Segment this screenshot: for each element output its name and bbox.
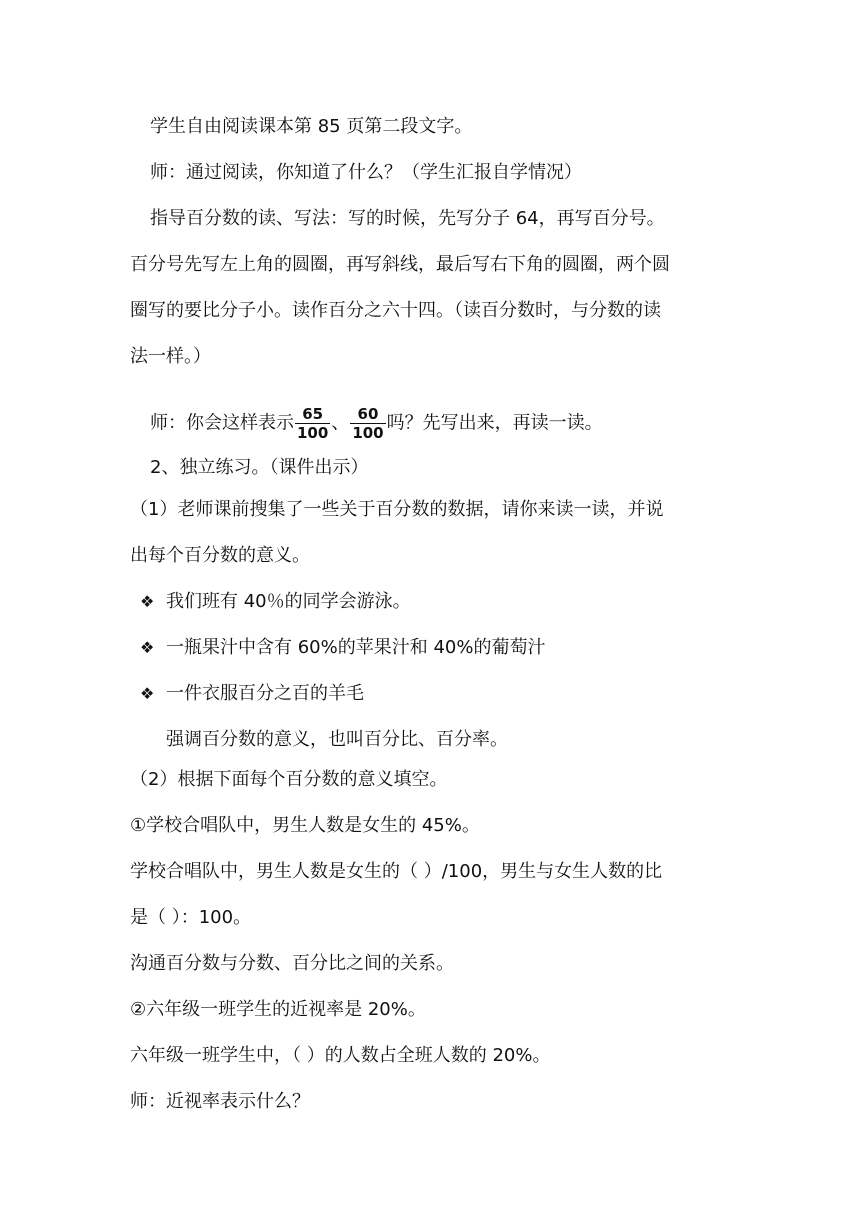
diamond-bullet-icon: ❖ <box>140 592 155 611</box>
exercise-2-item-1: ①学校合唱队中，男生人数是女生的 45%。 <box>130 815 480 836</box>
fraction-numerator: 65 <box>302 405 324 423</box>
paragraph-guide-line-2: 百分号先写左上角的圆圈，再写斜线，最后写右下角的圆圈，两个圆 <box>130 254 670 275</box>
fill-blank-line-1: 学校合唱队中，男生人数是女生的（ ）/100，男生与女生人数的比 <box>130 861 663 882</box>
exercise-2-title: （2）根据下面每个百分数的意义填空。 <box>130 769 448 790</box>
exercise-2-item-2: ②六年级一班学生的近视率是 20%。 <box>130 999 426 1020</box>
diamond-bullet-icon: ❖ <box>140 638 155 657</box>
paragraph-guide-line-3: 圈写的要比分子小。读作百分之六十四。（读百分数时，与分数的读 <box>130 300 661 321</box>
fraction-numerator: 60 <box>357 405 379 423</box>
fraction-question-prefix: 师：你会这样表示 <box>150 412 294 434</box>
paragraph-guide-line-4: 法一样。） <box>130 346 211 367</box>
fraction-denominator: 100 <box>352 424 384 442</box>
fraction-separator: 、 <box>331 412 350 434</box>
fraction-65-100 <box>295 405 330 442</box>
fill-blank-line-3: 六年级一班学生中，（ ）的人数占全班人数的 20%。 <box>130 1045 551 1066</box>
bullet-item-swim <box>140 589 750 615</box>
section-independent-practice: 2、独立练习。（课件出示） <box>150 457 369 478</box>
fraction-denominator: 100 <box>297 424 329 442</box>
diamond-bullet-icon: ❖ <box>140 684 155 703</box>
paragraph-emphasis: 强调百分数的意义，也叫百分比、百分率。 <box>166 729 508 750</box>
bullet-item-text: 我们班有 40％的同学会游泳。 <box>166 591 411 612</box>
bullet-item-text: 一瓶果汁中含有 60%的苹果汁和 40%的葡萄汁 <box>166 637 546 658</box>
fill-blank-line-2: 是（ ）：100。 <box>130 907 252 928</box>
teacher-question-myopia: 师：近视率表示什么？ <box>130 1091 310 1112</box>
paragraph-teacher-question: 师：通过阅读，你知道了什么？（学生汇报自学情况） <box>150 162 582 183</box>
bullet-item-wool <box>140 681 750 707</box>
exercise-1-line-2: 出每个百分数的意义。 <box>130 545 310 566</box>
bullet-item-text: 一件衣服百分之百的羊毛 <box>166 683 364 704</box>
paragraph-guide-line-1: 指导百分数的读、写法：写的时候，先写分子 64，再写百分号。 <box>150 208 665 229</box>
paragraph-reading: 学生自由阅读课本第 85 页第二段文字。 <box>150 116 473 137</box>
fraction-question-suffix: 吗？先写出来，再读一读。 <box>386 412 603 434</box>
paragraph-relation: 沟通百分数与分数、百分比之间的关系。 <box>130 953 454 974</box>
paragraph-fraction-question <box>150 405 760 442</box>
exercise-1-line-1: （1）老师课前搜集了一些关于百分数的数据，请你来读一读，并说 <box>130 499 664 520</box>
bullet-item-juice <box>140 635 750 661</box>
fraction-60-100 <box>350 405 385 442</box>
